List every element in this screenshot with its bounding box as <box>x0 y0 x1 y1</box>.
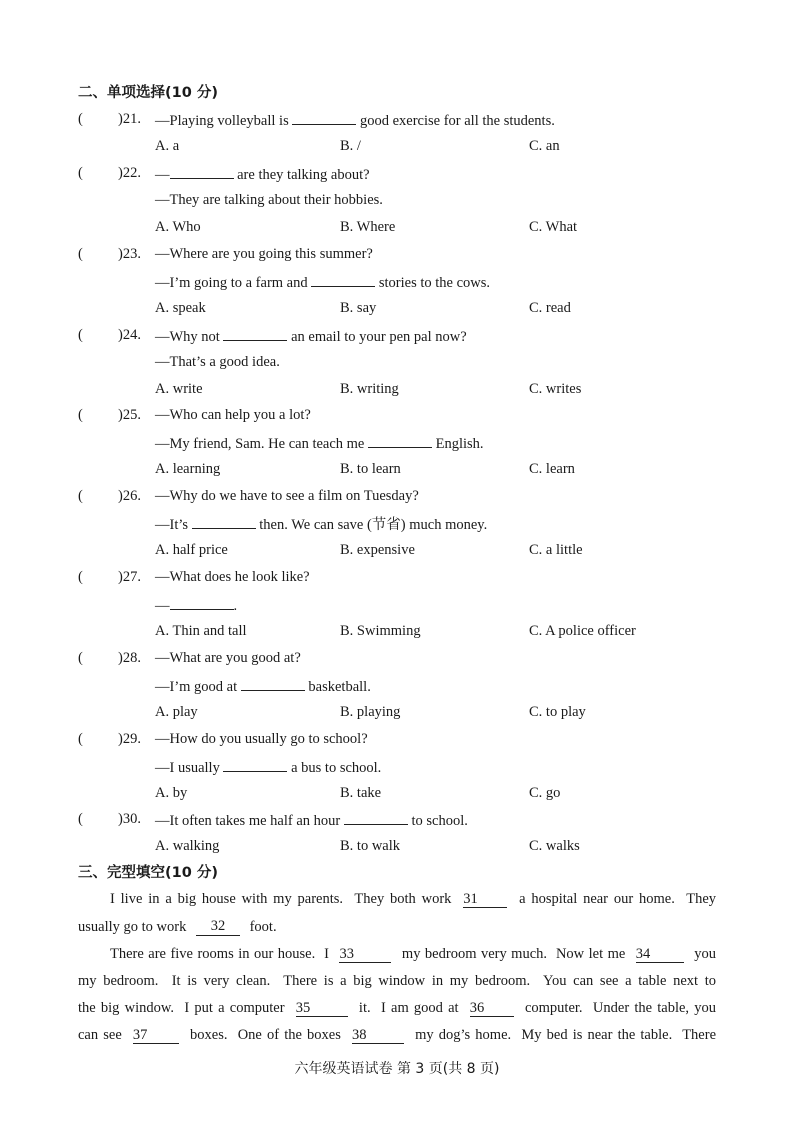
question-text: — . <box>155 595 237 615</box>
option-a: A. speak <box>155 300 206 316</box>
option-c: C. a little <box>529 542 583 558</box>
cloze-blank-34: 34 <box>636 946 684 963</box>
answer-slot[interactable] <box>86 649 116 667</box>
option-b: B. Swimming <box>340 623 421 639</box>
question-text: —Who can help you a lot? <box>155 407 311 423</box>
fill-blank <box>170 595 234 610</box>
option-b: B. take <box>340 785 382 801</box>
option-a: A. a <box>155 138 180 154</box>
passage-line: the big window. I put a computer 35 it. I am good at 36 computer. Under the table, you <box>78 1000 716 1016</box>
option-b: B. Where <box>340 219 396 235</box>
option-c: C. writes <box>529 381 582 397</box>
passage-line: I live in a big house with my parents. They both work 31 a hospital near our home. They <box>110 891 717 907</box>
section-3-title: 三、完型填空(10 分) <box>78 865 218 881</box>
question-text: —That’s a good idea. <box>155 354 280 370</box>
question-text: —Playing volleyball is good exercise for all the students. <box>155 110 555 130</box>
fill-blank <box>223 326 287 341</box>
answer-slot[interactable] <box>86 245 116 263</box>
fill-blank <box>192 514 256 529</box>
cloze-blank-32: 32 <box>196 918 240 936</box>
option-c: C. learn <box>529 461 575 477</box>
question-text: —Why not an email to your pen pal now? <box>155 326 467 346</box>
passage-line: usually go to work 32 foot. <box>78 918 277 935</box>
option-a: A. learning <box>155 461 221 477</box>
option-a: A. half price <box>155 542 228 558</box>
fill-blank <box>292 110 356 125</box>
option-b: B. playing <box>340 704 401 720</box>
question-text: —What does he look like? <box>155 569 310 585</box>
answer-slot[interactable] <box>86 406 116 424</box>
option-b: B. to learn <box>340 461 401 477</box>
question-text: —My friend, Sam. He can teach me English. <box>155 433 484 453</box>
answer-slot[interactable] <box>86 110 116 128</box>
question-text: —Where are you going this summer? <box>155 246 373 262</box>
question-text: —Why do we have to see a film on Tuesday? <box>155 488 419 504</box>
cloze-blank-38: 38 <box>352 1027 404 1044</box>
option-a: A. play <box>155 704 198 720</box>
option-c: C. an <box>529 138 560 154</box>
question-text: — are they talking about? <box>155 164 370 184</box>
passage-line: my bedroom. It is very clean. There is a big window in my bedroom. You can see a table next to <box>78 973 716 989</box>
option-b: B. writing <box>340 381 399 397</box>
fill-blank <box>170 164 234 179</box>
option-a: A. Thin and tall <box>155 623 247 639</box>
option-c: C. walks <box>529 838 580 854</box>
option-c: C. What <box>529 219 578 235</box>
question-text: —They are talking about their hobbies. <box>155 192 383 208</box>
option-c: C. read <box>529 300 571 316</box>
fill-blank <box>241 676 305 691</box>
fill-blank <box>311 272 375 287</box>
option-c: C. to play <box>529 704 586 720</box>
section-2-title: 二、单项选择(10 分) <box>78 85 218 101</box>
question-text: —I usually a bus to school. <box>155 757 381 777</box>
page-footer: 六年级英语试卷 第 3 页(共 8 页) <box>294 1061 500 1077</box>
answer-slot[interactable] <box>86 568 116 586</box>
question-text: —I’m good at basketball. <box>155 676 371 696</box>
option-a: A. Who <box>155 219 201 235</box>
passage-line: There are five rooms in our house. I 33 my bedroom very much. Now let me 34 you <box>110 946 717 962</box>
option-c: C. A police officer <box>529 623 636 639</box>
question-text: —It often takes me half an hour to school. <box>155 810 468 830</box>
option-b: B. expensive <box>340 542 415 558</box>
option-b: B. / <box>340 138 361 154</box>
fill-blank <box>223 757 287 772</box>
option-a: A. by <box>155 785 188 801</box>
fill-blank <box>368 433 432 448</box>
option-a: A. walking <box>155 838 220 854</box>
option-a: A. write <box>155 381 203 397</box>
answer-slot[interactable] <box>86 164 116 182</box>
cloze-blank-33: 33 <box>339 946 391 963</box>
question-text: —I’m going to a farm and stories to the cows. <box>155 272 490 292</box>
option-b: B. to walk <box>340 838 401 854</box>
answer-slot[interactable] <box>86 326 116 344</box>
answer-slot[interactable] <box>86 487 116 505</box>
option-b: B. say <box>340 300 377 316</box>
question-text: —How do you usually go to school? <box>155 731 368 747</box>
cloze-blank-35: 35 <box>296 1000 348 1017</box>
cloze-blank-37: 37 <box>133 1027 179 1044</box>
answer-slot[interactable] <box>86 730 116 748</box>
cloze-blank-36: 36 <box>470 1000 514 1017</box>
cloze-blank-31: 31 <box>463 891 507 908</box>
answer-slot[interactable] <box>86 810 116 828</box>
question-text: —What are you good at? <box>155 650 301 666</box>
fill-blank <box>344 810 408 825</box>
option-c: C. go <box>529 785 561 801</box>
question-text: —It’s then. We can save (节省) much money. <box>155 514 487 534</box>
passage-line: can see 37 boxes. One of the boxes 38 my dog’s home. My bed is near the table. There <box>78 1027 717 1043</box>
